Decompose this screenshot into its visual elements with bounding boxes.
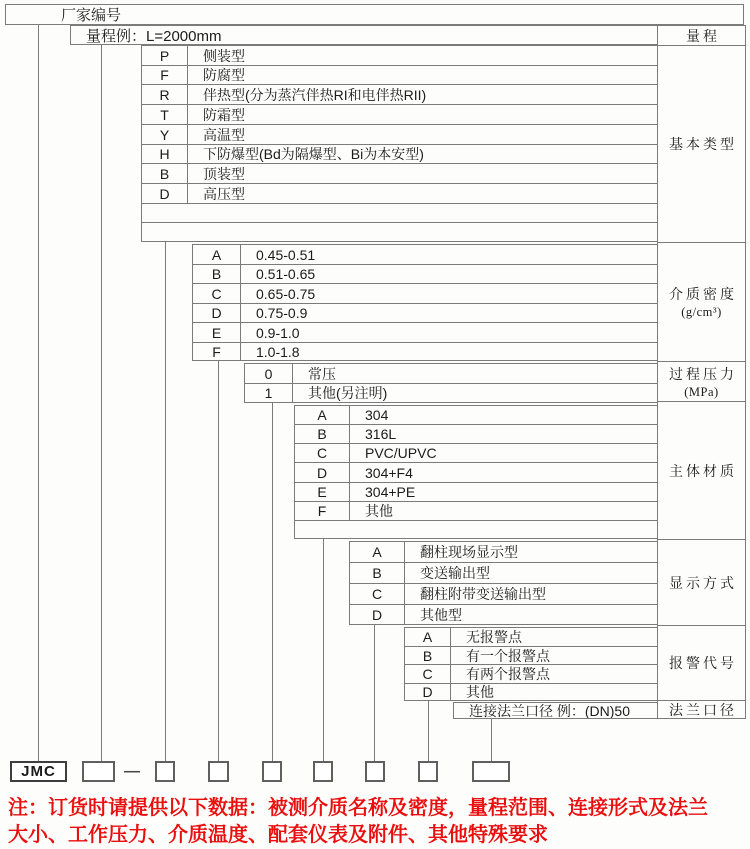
option-code-cell: D: [142, 184, 188, 203]
dash-separator: —: [124, 762, 140, 780]
range-row: [70, 25, 658, 45]
connector-line: [428, 701, 429, 761]
option-row: [294, 405, 658, 424]
option-code-cell: A: [350, 542, 405, 562]
spec-label-text: 介质密度: [669, 288, 737, 303]
option-row: [404, 646, 658, 664]
option-desc: 0.45-0.51: [256, 246, 316, 263]
option-row: [141, 45, 658, 65]
option-row: [141, 65, 658, 84]
option-code-cell: B: [350, 563, 405, 583]
option-code-cell: A: [295, 406, 350, 424]
option-code-cell: P: [142, 46, 188, 65]
spec-label-unit: (g/cm³): [681, 305, 722, 319]
option-row: [294, 443, 658, 462]
option-row: [141, 203, 658, 222]
option-code-cell: C: [295, 444, 350, 462]
option-desc: 连接法兰口径 例：(DN)50: [469, 703, 631, 718]
spec-label-text: 量程: [686, 29, 720, 45]
option-row: [349, 562, 658, 583]
factory-code-label: 厂家编号: [61, 7, 122, 24]
option-row: [141, 144, 658, 163]
option-desc: 常压: [308, 365, 336, 382]
option-code-cell: B: [405, 647, 451, 664]
option-desc: 无报警点: [466, 629, 522, 645]
option-desc: 侧装型: [203, 47, 245, 64]
option-code-cell: E: [193, 323, 241, 342]
connector-line: [101, 45, 102, 761]
spec-label-text: 报警代号: [669, 657, 737, 672]
option-row: [349, 604, 658, 625]
option-desc: 其他: [365, 503, 393, 519]
range-example-text: 量程例：L=2000mm: [86, 27, 222, 45]
spec-label-cell: [658, 540, 745, 626]
option-row: [192, 322, 658, 342]
code-placeholder-box: [365, 761, 385, 782]
option-row: [404, 683, 658, 701]
option-desc: 有一个报警点: [466, 647, 550, 664]
option-code-cell: F: [295, 502, 350, 520]
option-desc: 防腐型: [203, 67, 245, 83]
option-code-cell: A: [193, 245, 241, 264]
code-placeholder-box: [418, 761, 438, 782]
option-row: [244, 363, 658, 383]
option-row: [192, 283, 658, 303]
option-desc: 304: [365, 407, 389, 423]
option-desc: 下防爆型(Bd为隔爆型、Bi为本安型): [203, 146, 424, 162]
option-code-cell: D: [295, 463, 350, 482]
option-desc: 有两个报警点: [466, 666, 550, 682]
spec-label-cell: [658, 243, 745, 362]
option-desc: 1.0-1.8: [256, 343, 300, 360]
option-row: [294, 462, 658, 482]
option-code-cell: C: [193, 284, 241, 303]
order-note: 注：订货时请提供以下数据：被测介质名称及密度，量程范围、连接形式及法兰大小、工作压力、介质温度、配套仪表及附件、其他特殊要求: [8, 797, 708, 846]
option-code-cell: 0: [245, 364, 293, 383]
option-code-cell: 1: [245, 384, 293, 402]
option-row: [294, 482, 658, 501]
option-desc: 304+PE: [365, 484, 416, 500]
model-prefix-box: [10, 761, 67, 782]
option-row: [192, 303, 658, 322]
option-code-cell: B: [142, 164, 188, 183]
connector-line: [272, 403, 273, 761]
code-placeholder-box: [82, 761, 115, 782]
option-row: [404, 664, 658, 683]
code-placeholder-box: [208, 761, 229, 782]
connector-line: [374, 625, 375, 761]
spec-label-column: [657, 25, 746, 719]
option-desc: 304+F4: [365, 464, 413, 481]
option-row: [192, 264, 658, 283]
option-code-cell: D: [193, 304, 241, 322]
spec-label-text: 法兰口径: [669, 703, 737, 719]
spec-label-text: 主体材质: [669, 464, 737, 480]
option-desc: PVC/UPVC: [365, 445, 437, 461]
option-desc: 防霜型: [203, 106, 245, 123]
option-row: [294, 520, 658, 539]
option-row: [453, 702, 658, 719]
option-desc: 翻柱附带变送输出型: [420, 586, 546, 602]
option-code-cell: H: [142, 145, 188, 163]
spec-label-cell: [658, 626, 745, 701]
option-row: [349, 541, 658, 562]
model-prefix-text: JMC: [21, 763, 56, 780]
option-code-cell: Y: [142, 125, 188, 144]
option-code-cell: A: [405, 628, 451, 646]
option-desc: 变送输出型: [420, 565, 490, 581]
option-row: [141, 84, 658, 104]
option-desc: 高温型: [203, 126, 245, 143]
option-row: [244, 383, 658, 403]
option-row: [192, 342, 658, 361]
spec-label-text: 显示方式: [669, 576, 737, 592]
option-code-cell: D: [405, 684, 451, 700]
spec-label-cell: [658, 46, 745, 243]
connector-line: [323, 539, 324, 761]
option-code-cell: E: [295, 483, 350, 501]
code-placeholder-box: [313, 761, 333, 782]
option-code-cell: R: [142, 85, 188, 104]
option-desc: 其他(另注明): [308, 385, 388, 401]
option-code-cell: F: [142, 66, 188, 84]
spec-label-text: 过程压力: [669, 367, 737, 383]
option-code-cell: T: [142, 105, 188, 124]
option-row: [141, 183, 658, 203]
option-code-cell: D: [350, 605, 405, 624]
option-row: [294, 501, 658, 520]
connector-line: [165, 242, 166, 761]
option-desc: 伴热型(分为蒸汽伴热RI和电伴热RII): [203, 86, 427, 103]
connector-line: [38, 25, 39, 761]
code-placeholder-box: [262, 761, 282, 782]
option-desc: 0.75-0.9: [256, 305, 308, 321]
connector-line: [491, 719, 492, 761]
option-row: [349, 583, 658, 604]
option-desc: 其他型: [420, 606, 462, 623]
option-desc: 0.9-1.0: [256, 324, 300, 341]
option-desc: 0.65-0.75: [256, 285, 316, 302]
option-code-cell: F: [193, 343, 241, 360]
option-desc: 顶装型: [203, 165, 245, 182]
option-code-cell: C: [350, 584, 405, 604]
option-desc: 0.51-0.65: [256, 266, 316, 282]
option-row: [141, 124, 658, 144]
option-code-cell: B: [193, 265, 241, 283]
code-placeholder-box: [155, 761, 175, 782]
code-placeholder-box: [472, 761, 510, 782]
option-code-cell: B: [295, 425, 350, 443]
option-code-cell: C: [405, 665, 451, 683]
option-row: [294, 424, 658, 443]
option-row: [192, 244, 658, 264]
option-desc: 316L: [365, 426, 397, 442]
option-row: [404, 627, 658, 646]
spec-label-cell: [658, 402, 745, 540]
factory-code-row: [5, 4, 744, 25]
option-desc: 其他: [466, 684, 494, 700]
option-desc: 高压型: [203, 185, 245, 202]
spec-label-cell: [658, 26, 745, 46]
spec-label-text: 基本类型: [669, 138, 737, 153]
option-row: [141, 163, 658, 183]
option-desc: 翻柱现场显示型: [420, 544, 518, 560]
spec-label-unit: (MPa): [684, 384, 719, 399]
connector-line: [218, 361, 219, 761]
spec-label-cell: [658, 701, 745, 718]
option-row: [141, 104, 658, 124]
option-row: [141, 222, 658, 242]
spec-label-cell: [658, 362, 745, 402]
